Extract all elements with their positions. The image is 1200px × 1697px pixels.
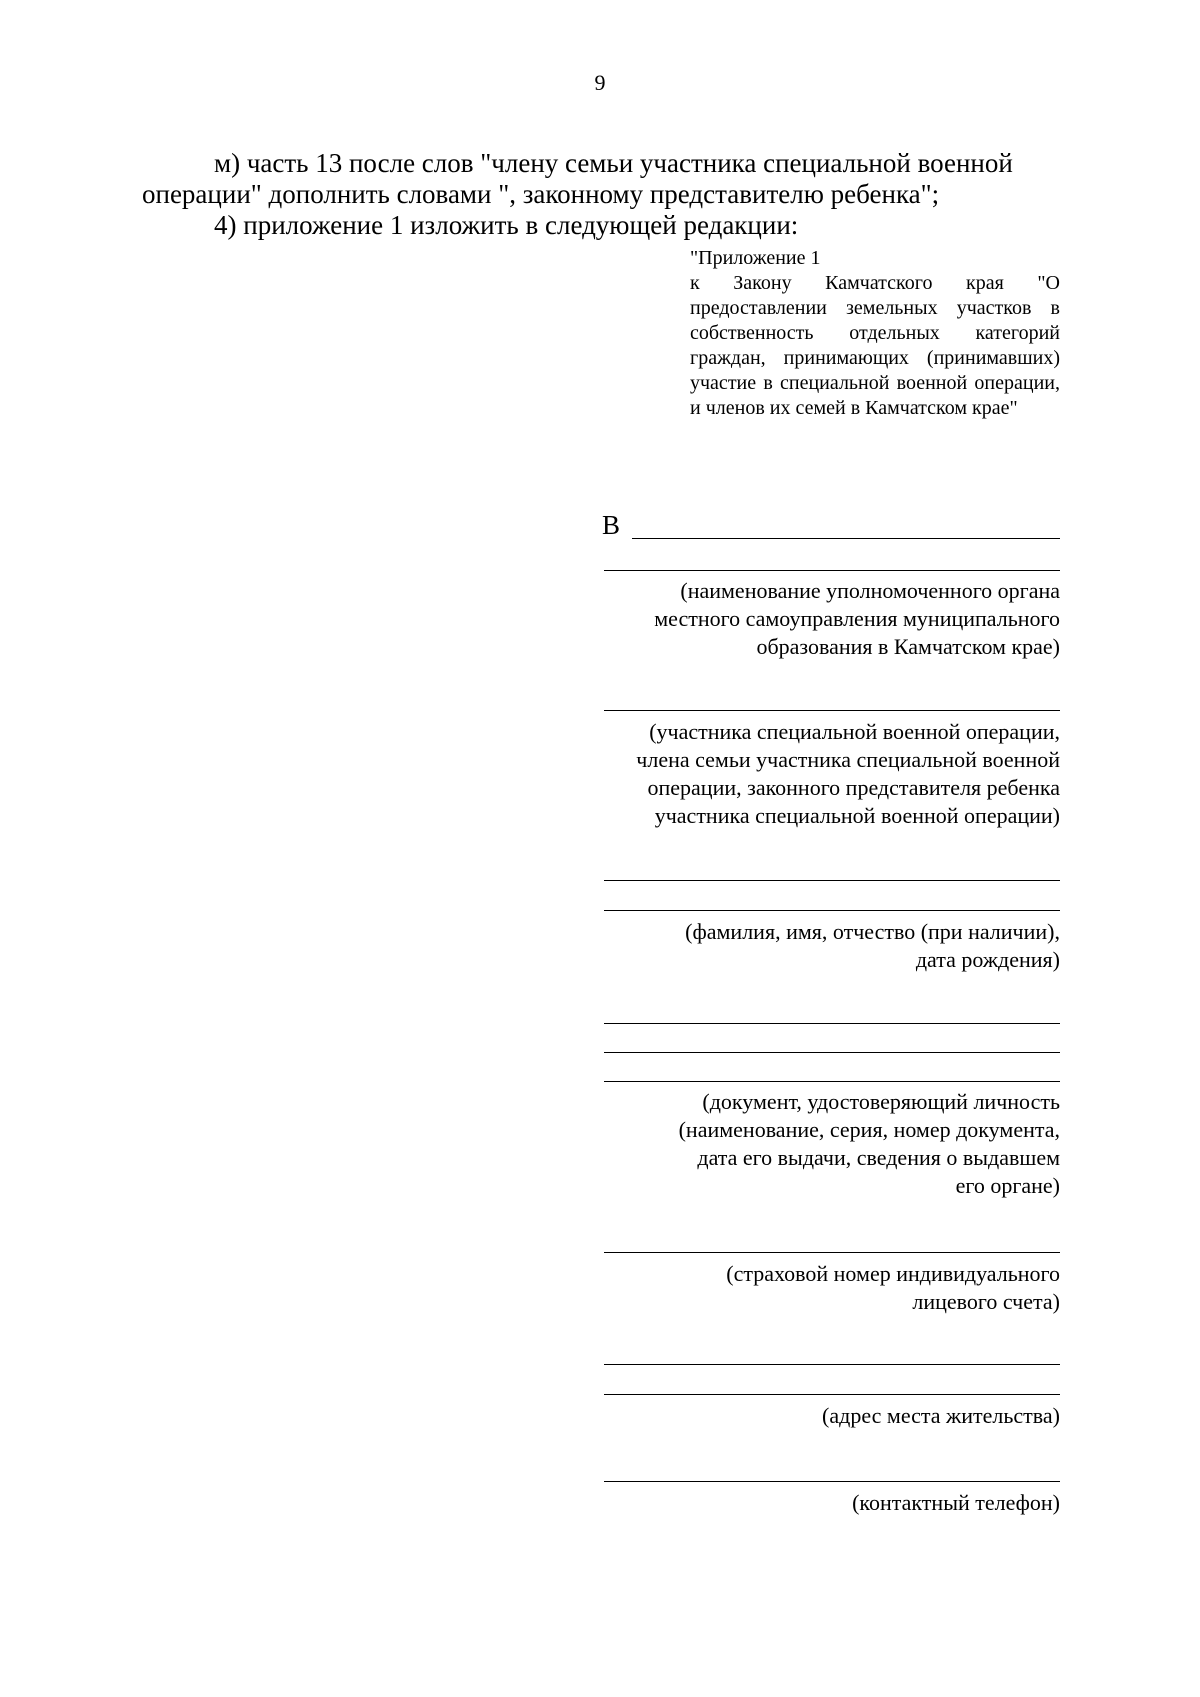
caption-authority-line: образования в Камчатском крае) bbox=[756, 634, 1060, 659]
id-document-line-2[interactable] bbox=[604, 1052, 1060, 1053]
caption-address-line: (адрес места жительства) bbox=[822, 1403, 1060, 1428]
caption-snils-line: (страховой номер индивидуального bbox=[726, 1261, 1060, 1286]
page-number: 9 bbox=[594, 70, 606, 95]
caption-id-document bbox=[560, 1088, 1060, 1200]
caption-name-line: (фамилия, имя, отчество (при наличии), bbox=[685, 919, 1060, 944]
addressee-line-1[interactable] bbox=[632, 538, 1060, 539]
addressee-prefix: В bbox=[602, 510, 621, 540]
caption-applicant-category-line: (участника специальной военной операции, bbox=[649, 719, 1060, 744]
caption-snils-line: лицевого счета) bbox=[912, 1289, 1060, 1314]
id-document-line-1[interactable] bbox=[604, 1023, 1060, 1024]
caption-address bbox=[560, 1402, 1060, 1430]
addressee-line-2[interactable] bbox=[604, 570, 1060, 571]
caption-applicant-category bbox=[560, 718, 1060, 830]
caption-applicant-category-line: операции, законного представителя ребенка bbox=[647, 775, 1060, 800]
caption-applicant-category-line: участника специальной военной операции) bbox=[654, 803, 1060, 828]
caption-name-line: дата рождения) bbox=[915, 947, 1060, 972]
caption-authority bbox=[560, 577, 1060, 661]
caption-name bbox=[560, 918, 1060, 974]
caption-phone-line: (контактный телефон) bbox=[852, 1490, 1060, 1515]
snils-line[interactable] bbox=[604, 1252, 1060, 1253]
name-line-2[interactable] bbox=[604, 910, 1060, 911]
address-line-1[interactable] bbox=[604, 1364, 1060, 1365]
appendix-title: "Приложение 1 bbox=[690, 247, 821, 269]
caption-authority-line: местного самоуправления муниципального bbox=[654, 606, 1060, 631]
amendment-item-m-line1: м) часть 13 после слов "члену семьи участника специальной военной bbox=[214, 148, 1013, 178]
caption-id-document-line: (документ, удостоверяющий личность bbox=[702, 1089, 1060, 1114]
id-document-line-3[interactable] bbox=[604, 1081, 1060, 1082]
applicant-category-line[interactable] bbox=[604, 710, 1060, 711]
caption-applicant-category-line: члена семьи участника специальной военной bbox=[636, 747, 1060, 772]
amendment-item-4: 4) приложение 1 изложить в следующей редакции: bbox=[214, 210, 799, 240]
caption-phone bbox=[560, 1489, 1060, 1517]
name-line-1[interactable] bbox=[604, 880, 1060, 881]
address-line-2[interactable] bbox=[604, 1394, 1060, 1395]
amendment-text bbox=[142, 148, 1060, 241]
caption-id-document-line: дата его выдачи, сведения о выдавшем bbox=[697, 1145, 1060, 1170]
phone-line[interactable] bbox=[604, 1481, 1060, 1482]
caption-snils bbox=[560, 1260, 1060, 1316]
appendix-header bbox=[690, 246, 1060, 421]
caption-id-document-line: (наименование, серия, номер документа, bbox=[678, 1117, 1060, 1142]
caption-id-document-line: его органе) bbox=[955, 1173, 1060, 1198]
amendment-item-m-line2: операции" дополнить словами ", законному представителю ребенка"; bbox=[142, 179, 940, 209]
appendix-reference: к Закону Камчатского края "О предоставлении земельных участков в собственность отдельных категорий граждан, принимающих (принимавших) участие в специальной военной операции, и членов их семей в Камчатском крае" bbox=[690, 272, 1060, 419]
caption-authority-line: (наименование уполномоченного органа bbox=[680, 578, 1060, 603]
